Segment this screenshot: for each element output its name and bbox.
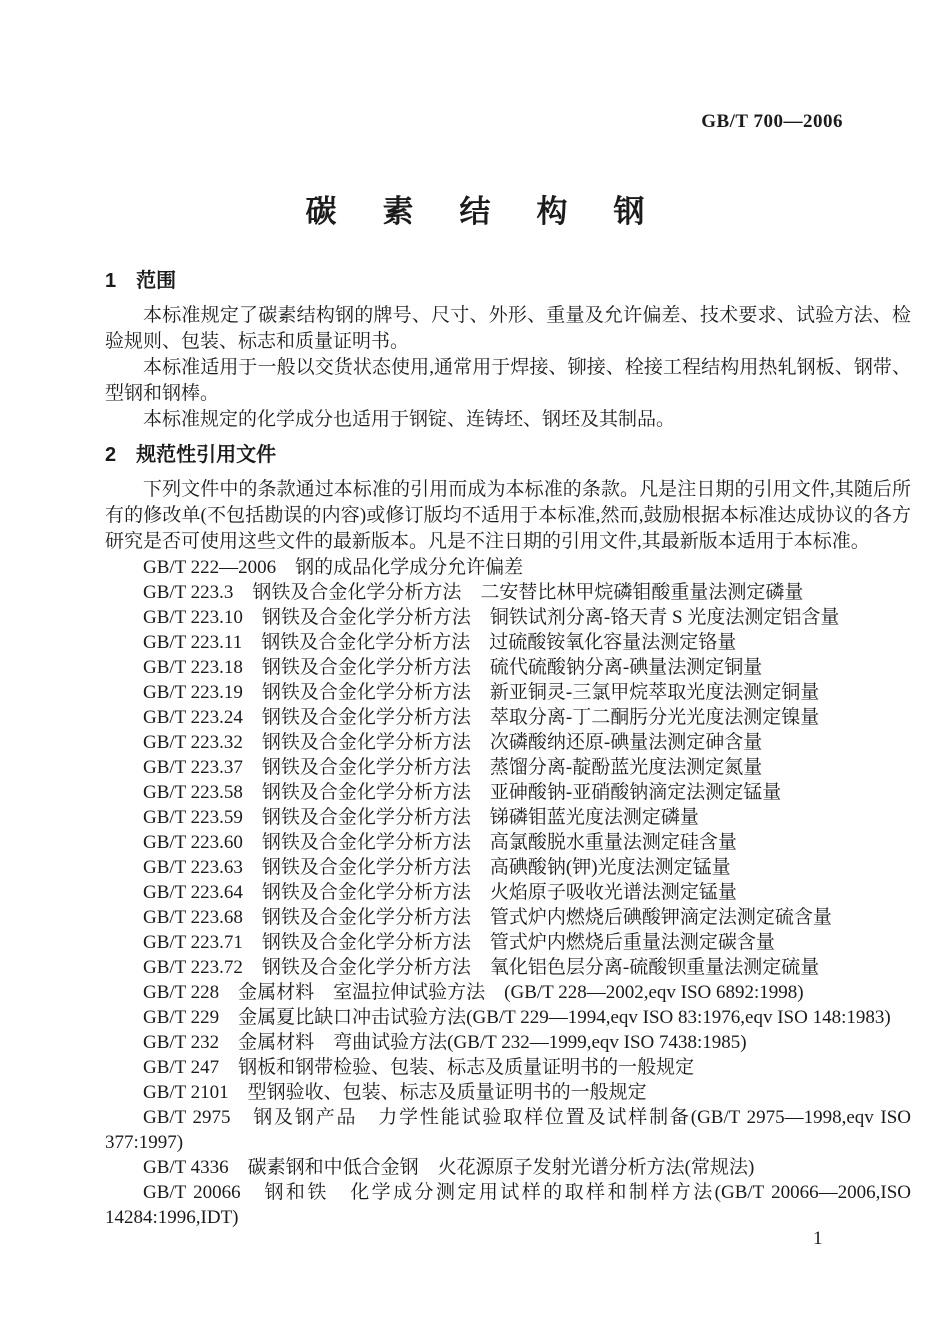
- reference-item: GB/T 223.58 钢铁及合金化学分析方法 亚砷酸钠-亚硝酸钠滴定法测定锰量: [143, 782, 782, 803]
- reference-item: GB/T 223.32 钢铁及合金化学分析方法 次磷酸纳还原-碘量法测定砷含量: [143, 732, 763, 753]
- reference-item: GB/T 223.63 钢铁及合金化学分析方法 高碘酸钠(钾)光度法测定锰量: [143, 857, 731, 878]
- reference-item: GB/T 223.72 钢铁及合金化学分析方法 氧化铝色层分离-硫酸钡重量法测定硫量: [143, 957, 820, 978]
- reference-item: GB/T 20066 钢和铁 化学成分测定用试样的取样和制样方法(GB/T 20066—2006,ISO 14284:1996,IDT): [105, 1182, 911, 1228]
- reference-item: GB/T 223.68 钢铁及合金化学分析方法 管式炉内燃烧后碘酸钾滴定法测定硫含量: [143, 907, 832, 928]
- reference-item: GB/T 223.24 钢铁及合金化学分析方法 萃取分离-丁二酮肟分光光度法测定镍量: [143, 707, 820, 728]
- reference-item: GB/T 223.10 钢铁及合金化学分析方法 铜铁试剂分离-铬天青 S 光度法测定铝含量: [143, 607, 840, 628]
- reference-item: GB/T 223.18 钢铁及合金化学分析方法 硫代硫酸钠分离-碘量法测定铜量: [143, 657, 763, 678]
- section-title: 规范性引用文件: [136, 444, 277, 466]
- reference-item: GB/T 223.37 钢铁及合金化学分析方法 蒸馏分离-靛酚蓝光度法测定氮量: [143, 757, 763, 778]
- reference-item: GB/T 228 金属材料 室温拉伸试验方法 (GB/T 228—2002,eqv ISO 6892:1998): [143, 982, 804, 1003]
- reference-item: GB/T 2101 型钢验收、包装、标志及质量证明书的一般规定: [143, 1082, 647, 1103]
- reference-item: GB/T 223.71 钢铁及合金化学分析方法 管式炉内燃烧后重量法测定碳含量: [143, 932, 775, 953]
- reference-item: GB/T 223.11 钢铁及合金化学分析方法 过硫酸铵氧化容量法测定铬量: [143, 632, 737, 653]
- paragraph: 下列文件中的条款通过本标准的引用而成为本标准的条款。凡是注日期的引用文件,其随后所有的修改单(不包括勘误的内容)或修订版均不适用于本标准,然而,鼓励根据本标准达成协议的各方研究是否可使用这些文件的最新版本。凡是不注日期的引用文件,其最新版本适用于本标准。: [105, 479, 911, 552]
- document-body: [105, 268, 911, 1230]
- reference-item: GB/T 247 钢板和钢带检验、包装、标志及质量证明书的一般规定: [143, 1057, 695, 1078]
- reference-item: GB/T 232 金属材料 弯曲试验方法(GB/T 232—1999,eqv ISO 7438:1985): [143, 1032, 747, 1053]
- reference-item: GB/T 4336 碳素钢和中低合金钢 火花源原子发射光谱分析方法(常规法): [143, 1157, 755, 1178]
- reference-item: GB/T 223.19 钢铁及合金化学分析方法 新亚铜灵-三氯甲烷萃取光度法测定铜量: [143, 682, 820, 703]
- reference-item: GB/T 223.60 钢铁及合金化学分析方法 高氯酸脱水重量法测定硅含量: [143, 832, 737, 853]
- reference-item: GB/T 223.64 钢铁及合金化学分析方法 火焰原子吸收光谱法测定锰量: [143, 882, 737, 903]
- reference-item: GB/T 2975 钢及钢产品 力学性能试验取样位置及试样制备(GB/T 2975—1998,eqv ISO 377:1997): [105, 1107, 911, 1153]
- section-title: 范围: [136, 270, 177, 292]
- section-heading-scope: [105, 268, 911, 294]
- paragraph: 本标准适用于一般以交货状态使用,通常用于焊接、铆接、栓接工程结构用热轧钢板、钢带、型钢和钢棒。: [105, 357, 911, 404]
- section-number: 1: [105, 270, 117, 292]
- reference-item: GB/T 229 金属夏比缺口冲击试验方法(GB/T 229—1994,eqv ISO 83:1976,eqv ISO 148:1983): [143, 1007, 891, 1028]
- paragraph: 本标准规定了碳素结构钢的牌号、尺寸、外形、重量及允许偏差、技术要求、试验方法、检验规则、包装、标志和质量证明书。: [105, 305, 911, 352]
- reference-item: GB/T 223.3 钢铁及合金化学分析方法 二安替比林甲烷磷钼酸重量法测定磷量: [143, 582, 804, 603]
- standard-code: GB/T 700—2006: [701, 111, 843, 132]
- reference-item: GB/T 223.59 钢铁及合金化学分析方法 锑磷钼蓝光度法测定磷量: [143, 807, 699, 828]
- document-title: 碳素结构钢: [305, 194, 691, 229]
- section-heading-references: [105, 442, 911, 468]
- reference-item: GB/T 222—2006 钢的成品化学成分允许偏差: [143, 557, 524, 578]
- section-number: 2: [105, 444, 117, 466]
- page-number: 1: [813, 1228, 823, 1249]
- paragraph: 本标准规定的化学成分也适用于钢锭、连铸坯、钢坯及其制品。: [143, 409, 676, 430]
